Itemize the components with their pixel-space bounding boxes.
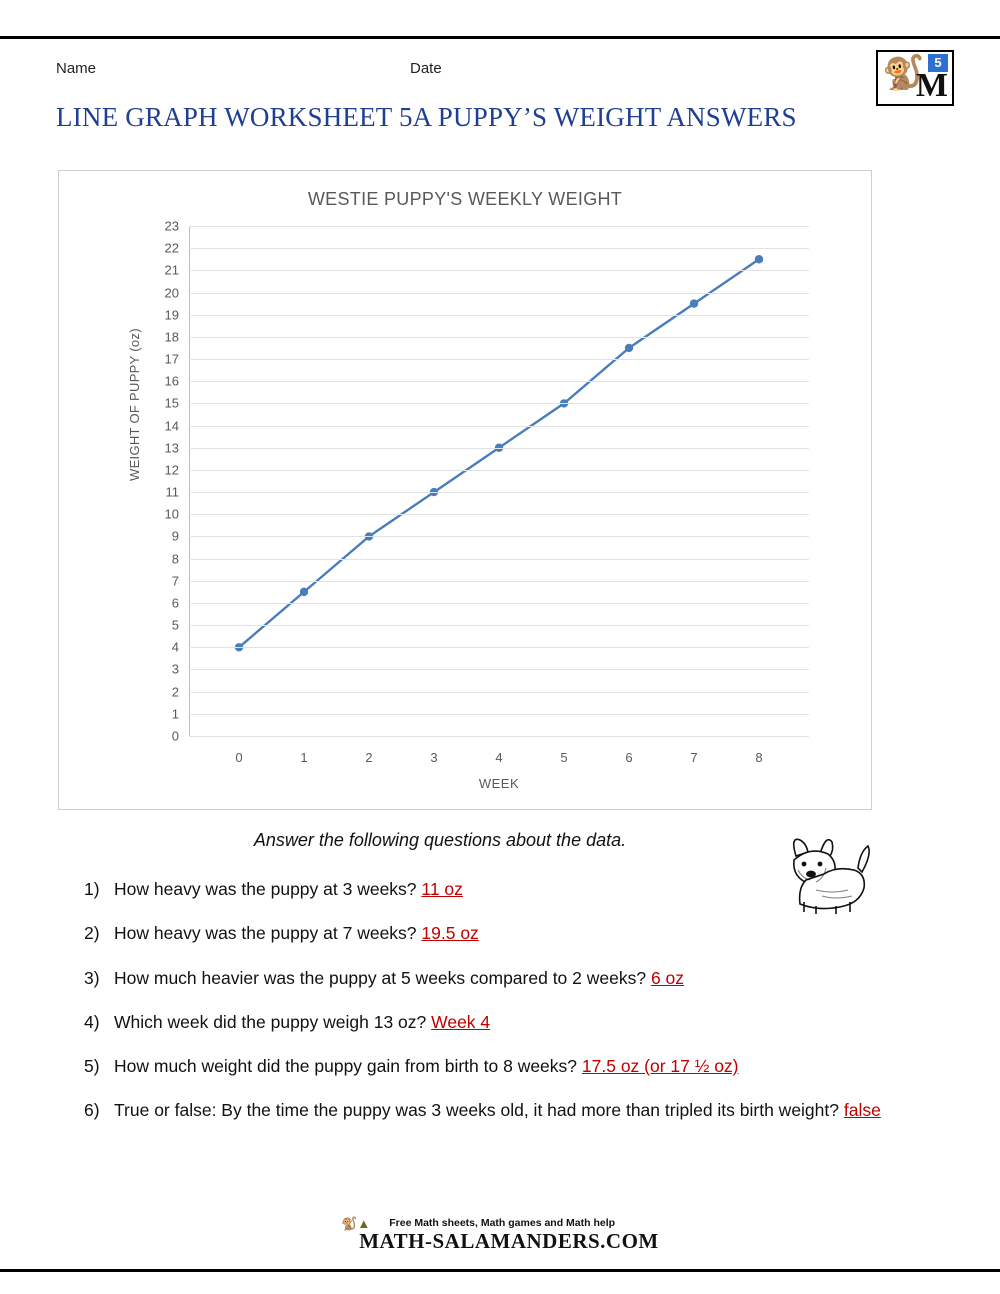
footer-salamander-icon: 🐒▲	[341, 1216, 371, 1231]
top-divider	[0, 36, 1000, 39]
question-text: How much weight did the puppy gain from birth to 8 weeks? 17.5 oz (or 17 ½ oz)	[114, 1056, 739, 1076]
question-item	[84, 1097, 934, 1123]
math-salamanders-logo	[876, 50, 954, 106]
grid-line	[189, 536, 809, 537]
y-axis-tick: 1	[171, 706, 179, 722]
x-axis-tick: 3	[430, 750, 438, 765]
grid-line	[189, 470, 809, 471]
x-axis-label: WEEK	[478, 776, 520, 791]
salamander-icon: 🐒	[882, 54, 925, 92]
y-axis-tick: 6	[171, 595, 179, 611]
grid-line	[189, 692, 809, 693]
grid-line	[189, 714, 809, 715]
grid-line	[189, 448, 809, 449]
answer-text: 17.5 oz (or 17 ½ oz)	[581, 1056, 739, 1076]
y-axis-tick: 16	[164, 373, 179, 389]
logo-letter-m: M	[915, 67, 948, 104]
y-axis-tick: 17	[164, 351, 179, 367]
grid-line	[189, 248, 809, 249]
questions-list	[84, 876, 934, 1142]
grid-line	[189, 736, 809, 737]
answer-text: 11 oz	[421, 879, 463, 899]
y-axis-tick: 15	[164, 395, 179, 411]
grid-line	[189, 559, 809, 560]
x-axis-tick: 2	[365, 750, 373, 765]
grid-line	[189, 581, 809, 582]
question-text: True or false: By the time the puppy was 3 weeks old, it had more than tripled its birth weight? false	[114, 1100, 881, 1121]
chart-title: WESTIE PUPPY'S WEEKLY WEIGHT	[307, 189, 623, 209]
y-axis-tick: 5	[171, 617, 179, 633]
question-item	[84, 965, 934, 991]
answer-text: Week 4	[431, 1011, 491, 1032]
grid-line	[189, 492, 809, 493]
date-label: Date	[410, 60, 442, 77]
x-axis-tick: 7	[690, 750, 698, 765]
question-number: 1)	[84, 879, 100, 899]
answer-text: 19.5 oz	[421, 923, 479, 944]
y-axis-tick: 0	[171, 728, 179, 744]
x-axis-tick: 8	[755, 750, 763, 765]
y-axis-tick: 9	[171, 528, 179, 544]
bottom-divider	[0, 1269, 1000, 1272]
question-number: 6)	[84, 1100, 100, 1121]
question-number: 4)	[84, 1011, 100, 1032]
grid-line	[189, 293, 809, 294]
answer-text: 6 oz	[650, 967, 685, 988]
y-axis-tick: 22	[164, 240, 179, 256]
chart-panel	[58, 170, 872, 810]
grid-line	[189, 359, 809, 360]
grid-line	[189, 270, 809, 271]
y-axis-tick: 2	[171, 684, 179, 700]
grid-line	[189, 647, 809, 648]
y-axis-tick: 18	[164, 329, 179, 345]
y-axis-tick: 13	[164, 440, 179, 456]
grid-line	[189, 226, 809, 227]
page-footer	[0, 1217, 1000, 1254]
question-number: 2)	[84, 923, 100, 944]
question-text: How heavy was the puppy at 3 weeks? 11 oz	[114, 879, 463, 899]
y-axis-tick: 21	[164, 262, 179, 278]
question-number: 3)	[84, 967, 100, 988]
grid-line	[189, 426, 809, 427]
y-axis-tick: 3	[171, 661, 179, 677]
question-text: How heavy was the puppy at 7 weeks? 19.5 oz	[114, 923, 479, 944]
footer-tagline: Free Math sheets, Math games and Math help	[389, 1217, 616, 1229]
y-axis-tick: 4	[171, 639, 179, 655]
grid-line	[189, 337, 809, 338]
y-axis-tick: 11	[165, 484, 179, 500]
y-axis-tick: 7	[171, 573, 179, 589]
question-item	[84, 1009, 934, 1035]
x-axis-tick: 1	[300, 750, 308, 765]
grid-line	[189, 669, 809, 670]
y-axis-tick: 8	[171, 551, 179, 567]
answer-text: false	[843, 1100, 881, 1121]
y-axis-tick: 10	[164, 506, 179, 522]
grid-line	[189, 315, 809, 316]
x-axis-tick: 5	[560, 750, 568, 765]
grid-line	[189, 403, 809, 404]
footer-url: MATH-SALAMANDERS.COM	[359, 1229, 659, 1253]
y-axis-tick: 23	[164, 218, 179, 234]
logo-grade-badge: 5	[928, 54, 948, 72]
y-axis-tick: 20	[164, 285, 179, 301]
grid-line	[189, 381, 809, 382]
y-axis-tick: 12	[164, 462, 179, 478]
question-item	[84, 1053, 934, 1079]
y-axis-label: WEIGHT OF PUPPY (oz)	[127, 328, 142, 481]
question-text: Which week did the puppy weigh 13 oz? Week 4	[114, 1011, 491, 1032]
question-text: How much heavier was the puppy at 5 weeks compared to 2 weeks? 6 oz	[114, 967, 685, 988]
y-axis-tick: 19	[164, 307, 179, 323]
grid-line	[189, 625, 809, 626]
question-item	[84, 920, 934, 946]
grid-line	[189, 603, 809, 604]
y-axis-tick: 14	[164, 418, 179, 434]
name-label: Name	[56, 60, 97, 77]
page-title: LINE GRAPH WORKSHEET 5A PUPPY’S WEIGHT ANSWERS	[56, 102, 797, 132]
line-series	[189, 226, 809, 736]
grid-line	[189, 514, 809, 515]
question-item	[84, 876, 934, 902]
x-axis-tick: 0	[235, 750, 243, 765]
question-number: 5)	[84, 1056, 100, 1076]
instruction-text: Answer the following questions about the data.	[253, 830, 627, 850]
x-axis-tick: 6	[625, 750, 633, 765]
plot-area	[164, 218, 809, 791]
x-axis-tick: 4	[495, 750, 503, 765]
